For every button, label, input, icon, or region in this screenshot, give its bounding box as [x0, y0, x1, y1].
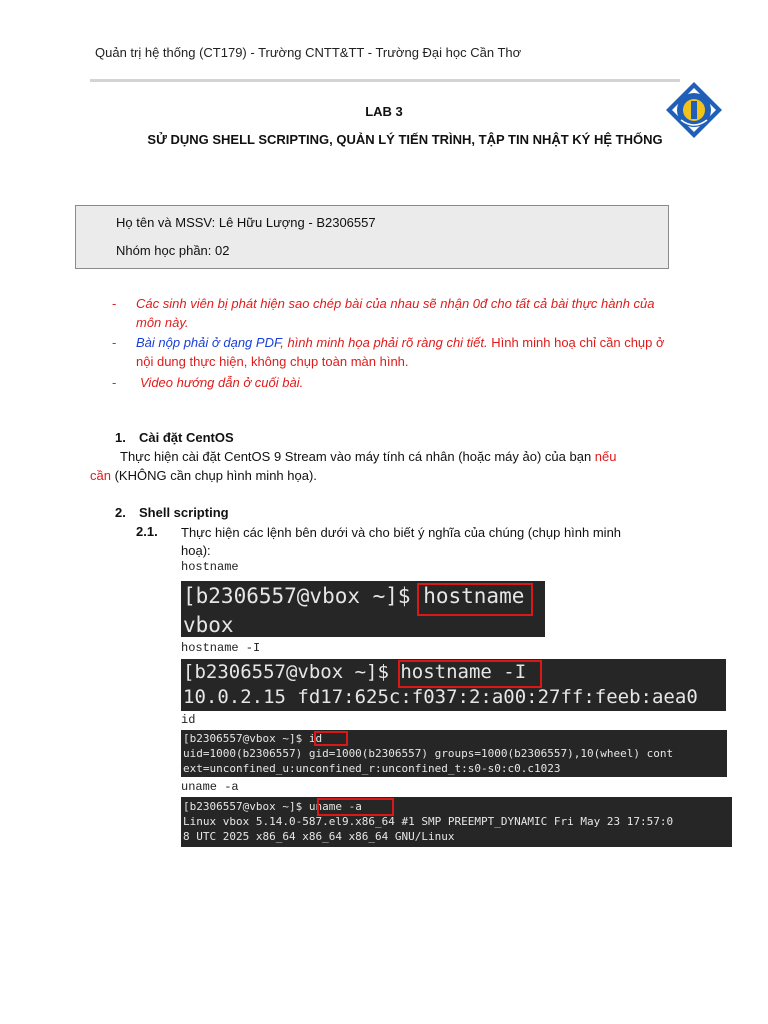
terminal-output-line: 8 UTC 2025 x86_64 x86_64 x86_64 GNU/Linux [183, 830, 455, 843]
note-plagiarism: - Các sinh viên bị phát hiện sao chép bài của nhau sẽ nhận 0đ cho tất cả bài thực hành của môn này. [112, 294, 682, 332]
section1-heading: Cài đặt CentOS [139, 430, 234, 445]
note-video-text: Video hướng dẫn ở cuối bài. [140, 375, 304, 390]
note-submission-pdf: Bài nộp phải ở dạng PDF [136, 335, 281, 350]
student-name-line: Họ tên và MSSV: Lê Hữu Lượng - B2306557 [116, 215, 376, 230]
note-submission: - Bài nộp phải ở dạng PDF, hình minh họa phải rõ ràng chi tiết. Hình minh hoạ chỉ cần chụp ở nội dung thực hiện, không chụp toàn màn hình. [112, 335, 665, 369]
note-plagiarism-text: Các sinh viên bị phát hiện sao chép bài của nhau sẽ nhận 0đ cho tất cả bài thực hành của môn này. [136, 296, 655, 330]
note-submission-clarity: , hình minh họa phải rõ ràng chi tiết. [280, 335, 488, 350]
terminal-prompt-line: [b2306557@vbox ~]$ hostname [183, 584, 525, 608]
section1-line1: Thực hiện cài đặt CentOS 9 Stream vào máy tính cá nhân (hoặc máy ảo) của bạn nếu [120, 449, 617, 464]
header-divider [90, 79, 680, 82]
subsection-text-line2: hoạ): [181, 543, 211, 558]
command-label-uname: uname -a [181, 780, 239, 794]
command-highlight-box [317, 798, 394, 816]
terminal-output-line: 10.0.2.15 fd17:625c:f037:2:a00:27ff:feeb:aea0 [183, 686, 698, 708]
command-label-hostname: hostname [181, 560, 239, 574]
section2-heading: Shell scripting [139, 505, 229, 520]
terminal-output-line: vbox [183, 613, 234, 637]
command-highlight-box [417, 583, 533, 616]
terminal-prompt-line: [b2306557@vbox ~]$ uname -a [183, 800, 362, 813]
terminal-screenshot-uname [181, 797, 732, 847]
command-highlight-box [314, 731, 348, 746]
terminal-prompt-line: [b2306557@vbox ~]$ hostname -I [183, 661, 527, 683]
section2-number: 2. [115, 505, 126, 520]
subsection-text-line1: Thực hiện các lệnh bên dưới và cho biết ý nghĩa của chúng (chụp hình minh [181, 525, 622, 540]
note-video: - Video hướng dẫn ở cuối bài. [112, 373, 682, 392]
command-label-hostname-i: hostname -I [181, 641, 261, 655]
lab-title: LAB 3 [365, 104, 403, 119]
terminal-output-line: uid=1000(b2306557) gid=1000(b2306557) groups=1000(b2306557),10(wheel) cont [183, 747, 674, 760]
note-submission-scope: Hình minh hoạ chỉ cần chụp ở nội dung thực hiện, không chụp toàn màn hình. [136, 335, 665, 369]
terminal-screenshot-id [181, 730, 727, 777]
terminal-screenshot-hostname-i [181, 659, 726, 711]
terminal-prompt-line: [b2306557@vbox ~]$ id [183, 732, 323, 745]
student-group-line: Nhóm học phần: 02 [116, 243, 230, 258]
command-label-id: id [181, 713, 196, 727]
terminal-output-line: ext=unconfined_u:unconfined_r:unconfined_t:s0-s0:c0.c1023 [183, 762, 561, 775]
terminal-screenshot-hostname [181, 581, 545, 637]
terminal-output-line: Linux vbox 5.14.0-587.el9.x86_64 #1 SMP PREEMPT_DYNAMIC Fri May 23 17:57:0 [183, 815, 674, 828]
subsection-number: 2.1. [136, 524, 158, 539]
lab-subtitle: SỬ DỤNG SHELL SCRIPTING, QUẢN LÝ TIẾN TRÌNH, TẬP TIN NHẬT KÝ HỆ THỐNG [147, 132, 663, 147]
section1-number: 1. [115, 430, 126, 445]
command-highlight-box [398, 660, 542, 688]
section1-line2: cần (KHÔNG cần chụp hình minh họa). [90, 468, 317, 483]
student-info-box [75, 205, 669, 269]
running-header: Quản trị hệ thống (CT179) - Trường CNTT&TT - Trường Đại học Cần Thơ [95, 45, 522, 60]
